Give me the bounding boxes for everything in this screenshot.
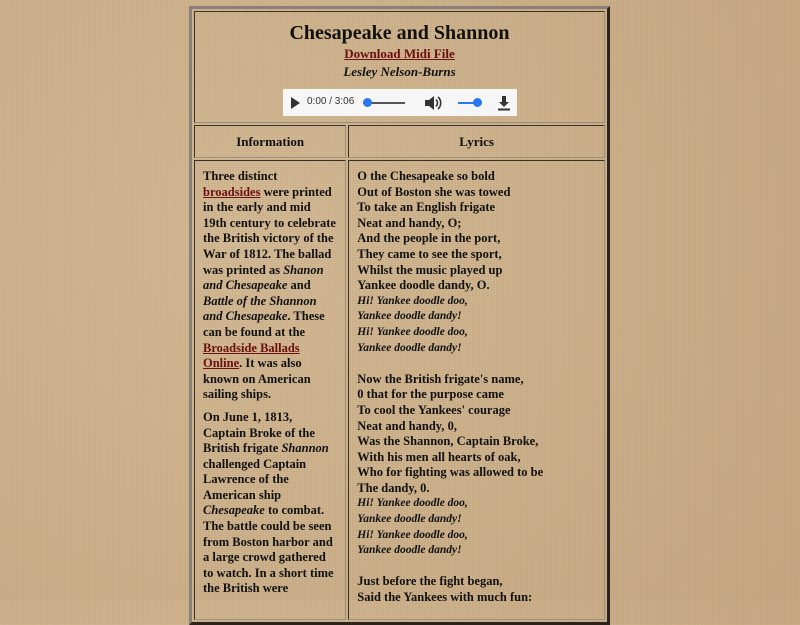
column-header-information: Information	[194, 125, 346, 158]
information-cell	[194, 160, 346, 620]
lyric-line: 0 that for the purpose came	[357, 387, 504, 402]
header-cell	[194, 11, 605, 123]
info-text: challenged Captain Lawrence of the American ship	[203, 456, 307, 502]
column-header-row	[194, 125, 605, 158]
lyric-line: Who for fighting was allowed to be	[357, 465, 544, 480]
time-display: 0:00 / 3:06	[307, 96, 355, 107]
lyric-line: To take an English frigate	[357, 200, 496, 215]
seek-thumb[interactable]	[363, 98, 372, 107]
info-text: Three distinct	[203, 169, 278, 183]
info-text: . It was also known on American sailing ships.	[203, 356, 311, 402]
page-title: Chesapeake and Shannon	[289, 22, 510, 44]
audio-player	[283, 89, 517, 116]
stanza-gap	[357, 356, 596, 372]
lyrics-cell	[348, 160, 605, 620]
info-italic-title: Battle of the Shannon and Chesapeake	[203, 293, 317, 324]
lyric-line: Just before the fight began,	[357, 574, 503, 589]
lyric-line: O the Chesapeake so bold	[357, 169, 495, 183]
info-text: On June 1, 1813, Captain Broke of the British frigate	[203, 409, 315, 456]
info-text: and	[287, 278, 311, 293]
chorus-line: Yankee doodle dandy!	[357, 544, 462, 557]
lyric-line: Neat and handy, 0,	[357, 418, 457, 433]
lyric-line: Whilst the music played up	[357, 262, 503, 277]
chorus-line: Hi! Yankee doodle doo,	[357, 325, 468, 338]
lyric-line: Neat and handy, O;	[357, 215, 462, 230]
lyric-line: Said the Yankees with much fun:	[357, 590, 533, 605]
column-header-lyrics: Lyrics	[348, 125, 605, 158]
lyric-line: Was the Shannon, Captain Broke,	[357, 434, 539, 449]
volume-icon[interactable]	[424, 95, 442, 111]
stanza-gap	[357, 559, 596, 575]
info-italic-title: Chesapeake	[203, 503, 265, 518]
info-italic-title: Shannon	[281, 441, 329, 456]
lyric-line: Now the British frigate's name,	[357, 371, 524, 386]
author-name: Lesley Nelson-Burns	[343, 64, 456, 79]
broadside-ballads-online-link[interactable]: Broadside Ballads Online	[203, 340, 300, 371]
broadsides-link[interactable]: broadsides	[203, 184, 261, 199]
chorus-line: Yankee doodle dandy!	[357, 310, 462, 323]
volume-thumb[interactable]	[473, 98, 482, 107]
chorus-line: Yankee doodle dandy!	[357, 341, 462, 354]
info-text: were printed in the early and mid 19th century to celebrate the British victory of the War of 1812. The ballad was printed as	[203, 184, 336, 277]
lyric-line: Out of Boston she was towed	[357, 184, 511, 199]
song-table	[189, 6, 610, 625]
chorus-line: Hi! Yankee doodle doo,	[357, 528, 468, 541]
content-row	[194, 160, 605, 620]
chorus-line: Yankee doodle dandy!	[357, 513, 462, 526]
info-text: . These can be found at the	[203, 309, 325, 339]
download-icon[interactable]	[497, 95, 511, 111]
lyric-line: And the people in the port,	[357, 231, 501, 246]
chorus-line: Hi! Yankee doodle doo,	[357, 497, 468, 510]
lyric-line: Yankee doodle dandy, O.	[357, 278, 490, 293]
chorus-line: Hi! Yankee doodle doo,	[357, 294, 468, 307]
lyric-line: With his men all hearts of oak,	[357, 449, 521, 464]
lyric-line: They came to see the sport,	[357, 246, 502, 261]
info-paragraph-2	[203, 410, 337, 597]
info-text: to combat. The battle could be seen from Boston harbor and a large crowd gathered to watch. In a short time the British were	[203, 503, 334, 596]
info-paragraph-1	[203, 169, 337, 403]
play-icon[interactable]	[291, 97, 300, 109]
lyrics-body	[357, 169, 596, 606]
lyric-line: The dandy, 0.	[357, 480, 430, 495]
lyric-line: To cool the Yankees' courage	[357, 402, 511, 417]
download-midi-link[interactable]: Download Midi File	[344, 46, 455, 61]
info-italic-title: Shanon and Chesapeake	[203, 262, 324, 293]
